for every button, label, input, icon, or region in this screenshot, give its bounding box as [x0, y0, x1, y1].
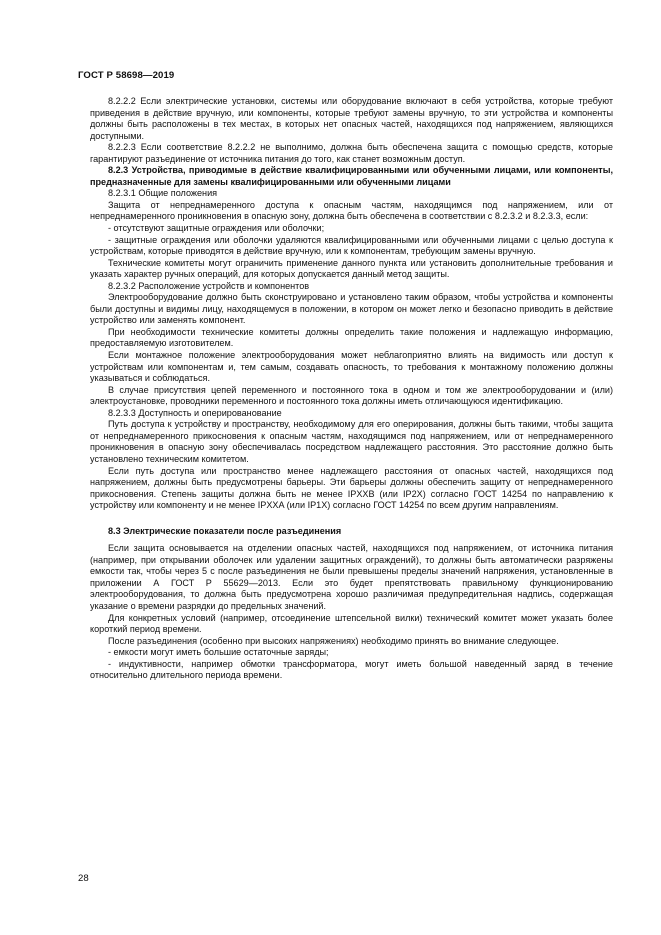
- list-item: - емкости могут иметь большие остаточные заряды;: [108, 647, 329, 658]
- document-body: [90, 96, 613, 682]
- paragraph: Защита от непреднамеренного доступа к опасным частям, находящимся под напряжением, или от непреднамеренного проникновения в опасную зону, должна быть обеспечена в соответствии с 8.2.3.2 и 8.2.3.3, если:: [90, 199, 613, 222]
- paragraph: После разъединения (особенно при высоких напряжениях) необходимо принять во внимание следующее.: [108, 635, 559, 646]
- clause-8-2-3-2-title: 8.2.3.2 Расположение устройств и компонентов: [108, 280, 310, 291]
- paragraph: Если монтажное положение электрооборудования может неблагоприятно влиять на видимость или доступ к устройствам или компонентам и, тем самым, создавать опасность, то требования к монтажному положению должны указываться и соблюдаться.: [90, 350, 613, 384]
- list-item: - защитные ограждения или оболочки удаляются квалифицированными или обученными лицами с целью доступа к устройствам, которые приводятся в действие вручную, или к компонентам, требующим замены вручную.: [90, 234, 613, 257]
- list-item: - отсутствуют защитные ограждения или оболочки;: [108, 223, 325, 234]
- clause-8-2-3-3-title: 8.2.3.3 Доступность и оперированование: [108, 407, 282, 418]
- standard-header: ГОСТ Р 58698—2019: [78, 70, 175, 81]
- paragraph: Путь доступа к устройству и пространству, необходимому для его оперирования, должны быть такими, чтобы защита от непреднамеренного прикосновения к опасным частям, находящимся под напряжением, или от непреднамеренного проникновения в опасную зону обеспечивалась посредством надлежащего расстояния. Это расстояние должно быть установлено техническим комитетом.: [90, 419, 613, 464]
- section-8-3-title: 8.3 Электрические показатели после разъединения: [108, 525, 342, 536]
- paragraph: В случае присутствия цепей переменного и постоянного тока в одном и том же электрооборудовании и (или) электроустановке, проводники переменного и постоянного тока должны иметь отличающуюся идентификацию.: [90, 384, 613, 407]
- clause-8-2-3-1-title: 8.2.3.1 Общие положения: [108, 188, 218, 199]
- paragraph: Для конкретных условий (например, отсоединение штепсельной вилки) технический комитет может указать более короткий период времени.: [90, 612, 613, 635]
- paragraph: При необходимости технические комитеты должны определить такие положения и надлежащую информацию, предоставляемую изготовителем.: [90, 326, 613, 349]
- paragraph: Если защита основывается на отделении опасных частей, находящихся под напряжением, от источника питания (например, при открывании оболочек или удалении защитных ограждений), то должны быть автоматически разряжены емкости так, чтобы через 5 с после разъединения не были превышены пределы значений напряжения, установленные в приложении А ГОСТ Р 55629—2013. Если это будет препятствовать правильному функционированию электрооборудования, то должна быть предусмотрена хорошо различимая предупредительная надпись, содержащая указание о времени разрядки до предельных значений.: [90, 543, 613, 611]
- paragraph: Электрооборудование должно быть сконструировано и установлено таким образом, чтобы устройства и компоненты были доступны и видимы лицу, находящемуся в положении, в котором он может легко и безопасно приводить в действие устройство или заменять компонент.: [90, 292, 613, 326]
- list-item: - индуктивности, например обмотки трансформатора, могут иметь большой наведенный заряд в течение относительно длительного периода времени.: [90, 658, 613, 681]
- paragraph: Если путь доступа или пространство менее надлежащего расстояния от опасных частей, находящихся под напряжением, должны быть предусмотрены барьеры. Эти барьеры должны обеспечить защиту от непреднамеренного прикосновения. Степень защиты должна быть не менее IPXXB (или IP2X) согласно ГОСТ 14254 по направлению к устройству или компоненту и не менее IPXXA (или IP1X) согласно ГОСТ 14254 по всем другим направлениям.: [90, 465, 613, 511]
- clause-8-2-2-3: 8.2.2.3 Если соответствие 8.2.2.2 не выполнимо, должна быть обеспечена защита с помощью средств, которые гарантируют разъединение от источника питания до того, как станет возможным доступ.: [90, 142, 613, 164]
- page-number: 28: [78, 873, 89, 884]
- clause-8-2-2-2: 8.2.2.2 Если электрические установки, системы или оборудование включают в себя устройства, которые требуют приведения в действие вручную, или компоненты, которые требуют замены вручную, то эти устройства и компоненты должны быть расположены в тех местах, в которых нет опасных частей, находящихся под напряжением, являющихся доступными.: [90, 96, 613, 141]
- clause-8-2-3-heading: 8.2.3 Устройства, приводимые в действие квалифицированными или обученными лицами, или компоненты, предназначенные для замены квалифицированными или обученными лицами: [90, 165, 613, 187]
- paragraph: Технические комитеты могут ограничить применение данного пункта или установить дополнительные требования и указать характер ручных операций, для которых допускается данный метод защиты.: [90, 257, 613, 280]
